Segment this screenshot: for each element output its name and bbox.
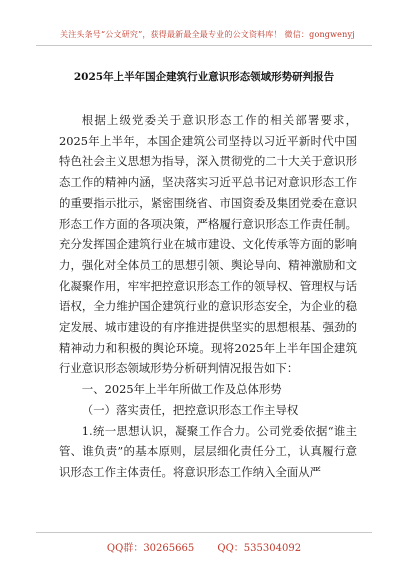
header-notice: 关注头条号“公文研究”，获得最新最全最专业的公文资料库！ 微信：gongwenyj: [60, 30, 355, 39]
footer-qq-group: QQ群：30265665: [106, 543, 195, 554]
page-footer: [0, 539, 408, 554]
footer-divider: [36, 532, 372, 533]
subsection-heading-1: （一）落实责任，把控意识形态工作主导权: [81, 402, 299, 417]
document-title: 2025年上半年国企建筑行业意识形态领域形势研判报告: [73, 71, 335, 83]
page-header: [36, 23, 372, 46]
section-heading-1: 一、2025年上半年所做工作及总体形势: [81, 382, 282, 397]
footer-qq: QQ：535304092: [217, 543, 302, 554]
paragraph-intro: 根据上级党委关于意识形态工作的相关部署要求，2025年上半年，本国企建筑公司坚持以习近平新时代中国特色社会主义思想为指导，深入贯彻党的二十大关于意识形态工作的精神内涵，坚决落实习近平总书记对意识形态工作的重要指示批示，紧密围绕省、市国资委及集团党委在意识形态工作方面的各项决策，严格履行意识形态工作责任制。充分发挥国企建筑行业在城市建设、文化传承等方面的影响力，强化对全体员工的思想引领、舆论导向、精神激励和文化凝聚作用，牢牢把控意识形态工作的领导权、管理权与话语权，全力维护国企建筑行业的意识形态安全，为企业的稳定发展、城市建设的有序推进提供坚实的思想根基、强劲的精神动力和积极的舆论环境。现将2025年上半年国企建筑行业意识形态领域形势分析研判情况报告如下：: [59, 113, 357, 376]
paragraph-item-1: 1.统一思想认识，凝聚工作合力。公司党委依据“谁主管、谁负责”的基本原则，层层细化责任分工，认真履行意识形态工作主体责任。将意识形态工作纳入全面从严: [59, 423, 357, 479]
document-body: [59, 110, 357, 483]
